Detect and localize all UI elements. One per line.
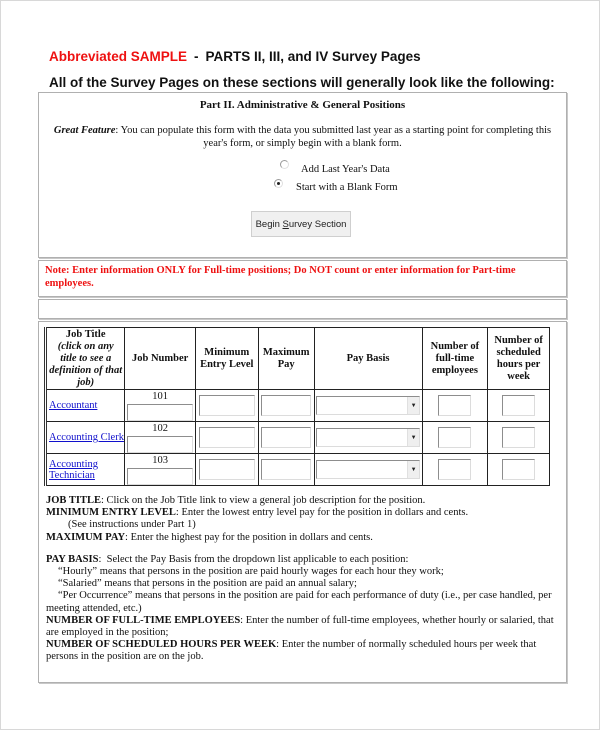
job-title-link[interactable]: Accounting Clerk: [49, 432, 124, 443]
header-num-employees: Number of full-time employees: [422, 328, 488, 390]
survey-panel: [38, 321, 567, 683]
min-entry-cell: [195, 390, 258, 422]
instructions-block: [46, 495, 558, 664]
num-employees-cell: [422, 454, 488, 486]
instruction-text: : Enter the number of normally scheduled hours per week that persons in the position are on the job.: [46, 639, 537, 663]
instruction-label: MAXIMUM PAY: [46, 531, 126, 543]
header-max-pay: Maximum Pay: [258, 328, 314, 390]
job-title-cell: [46, 390, 125, 422]
fulltime-note: Note: Enter information ONLY for Full-time positions; Do NOT count or enter information for Part-time employees.: [45, 265, 516, 289]
sample-label: Abbreviated SAMPLE: [49, 49, 188, 64]
job-title-link[interactable]: Accounting Technician: [49, 458, 98, 481]
header-job-title: [46, 328, 125, 390]
num-employees-input[interactable]: [438, 427, 471, 448]
instruction-text: : Click on the Job Title link to view a general job description for the position.: [100, 495, 426, 506]
table-row: [46, 454, 550, 486]
job-number-value: 103: [152, 455, 168, 466]
intro-panel: [38, 92, 567, 258]
hours-cell: [488, 422, 550, 454]
table-row: [46, 422, 550, 454]
job-number-cell: [125, 422, 195, 454]
instruction-hourly: “Hourly” means that persons in the position are paid hourly wages for each hour they work;: [58, 566, 444, 578]
max-pay-input[interactable]: [261, 459, 311, 480]
pay-basis-cell: [314, 422, 422, 454]
instruction-text: : Select the Pay Basis from the dropdown list applicable to each position:: [98, 553, 409, 565]
dropdown-arrow-icon[interactable]: ▼: [407, 397, 419, 414]
hours-input[interactable]: [502, 427, 535, 448]
header-job-title-text: Job Title: [65, 328, 106, 340]
max-pay-cell: [258, 422, 314, 454]
instruction-salaried: “Salaried” means that persons in the position are paid an annual salary;: [58, 578, 357, 590]
part-title: Part II. Administrative & General Positions: [199, 99, 406, 111]
header-job-title-hint: (click on any title to see a definition of that job): [49, 340, 123, 388]
page-title: [49, 49, 421, 64]
button-accel-key: S: [282, 218, 289, 230]
max-pay-input[interactable]: [261, 395, 311, 416]
header-hours: Number of scheduled hours per week: [488, 328, 550, 390]
table-header-row: [46, 328, 550, 390]
pay-basis-cell: [314, 390, 422, 422]
instruction-label: NUMBER OF SCHEDULED HOURS PER WEEK: [46, 639, 277, 651]
spacer-panel: [38, 299, 567, 319]
instruction-min-sub: (See instructions under Part 1): [68, 519, 196, 531]
instruction-per-occurrence: [46, 590, 558, 614]
dropdown-arrow-icon[interactable]: ▼: [407, 429, 419, 446]
header-min-entry: Minimum Entry Level: [195, 328, 258, 390]
instruction-hours: [46, 639, 558, 663]
num-employees-input[interactable]: [438, 459, 471, 480]
feature-description: [49, 124, 556, 150]
feature-text: : You can populate this form with the data you submitted last year as a starting point for completing this year's form, or simply begin with a blank form.: [115, 125, 552, 149]
button-label-pre: Begin: [255, 218, 283, 230]
instruction-job-title: [46, 495, 558, 507]
job-number-cell: [125, 454, 195, 486]
button-label-post: urvey Section: [288, 218, 347, 230]
pay-basis-select[interactable]: [316, 396, 420, 415]
instruction-min-entry: [46, 507, 558, 519]
job-title-cell: [46, 422, 125, 454]
instruction-text: : Enter the highest pay for the position in dollars and cents.: [125, 531, 373, 543]
survey-table: [44, 327, 550, 486]
num-employees-cell: [422, 390, 488, 422]
hours-input[interactable]: [502, 459, 535, 480]
radio-label: Start with a Blank Form: [296, 182, 398, 193]
min-entry-input[interactable]: [199, 459, 255, 480]
radio-add-last-year[interactable]: [280, 164, 390, 175]
instruction-max-pay: [46, 532, 558, 544]
job-number-input[interactable]: [127, 468, 192, 485]
radio-label: Add Last Year's Data: [301, 164, 390, 175]
title-separator: -: [194, 49, 199, 64]
header-job-number: Job Number: [125, 328, 195, 390]
table-row: [46, 390, 550, 422]
radio-blank-form[interactable]: [274, 182, 398, 193]
instruction-pay-basis: [46, 554, 558, 566]
pay-basis-select[interactable]: [316, 460, 420, 479]
min-entry-cell: [195, 454, 258, 486]
instruction-text: : Enter the number of full-time employees, whether hourly or salaried, that are employed in the position;: [46, 614, 554, 639]
job-title-cell: [46, 454, 125, 486]
radio-checked-icon[interactable]: [274, 179, 283, 188]
instruction-label: NUMBER OF FULL-TIME EMPLOYEES: [46, 614, 241, 626]
spacer: [46, 544, 558, 554]
min-entry-input[interactable]: [199, 427, 255, 448]
instruction-text: : Enter the lowest entry level pay for the position in dollars and cents.: [175, 507, 469, 519]
pay-basis-select[interactable]: [316, 428, 420, 447]
num-employees-input[interactable]: [438, 395, 471, 416]
job-number-value: 101: [152, 391, 168, 402]
instruction-label: JOB TITLE: [46, 495, 101, 506]
max-pay-cell: [258, 390, 314, 422]
job-number-input[interactable]: [127, 404, 192, 421]
num-employees-cell: [422, 422, 488, 454]
dropdown-arrow-icon[interactable]: ▼: [407, 461, 419, 478]
instruction-text: “Per Occurrence” means that persons in the position are paid for each performance of duty (i.e., per case handled, per meeting attended, etc.): [46, 590, 552, 614]
radio-unchecked-icon[interactable]: [280, 160, 289, 169]
instruction-num-employees: [46, 615, 558, 639]
max-pay-input[interactable]: [261, 427, 311, 448]
min-entry-input[interactable]: [199, 395, 255, 416]
job-number-value: 102: [152, 423, 168, 434]
min-entry-cell: [195, 422, 258, 454]
pay-basis-cell: [314, 454, 422, 486]
page-subtitle: All of the Survey Pages on these sections will generally look like the following:: [49, 75, 555, 90]
job-number-input[interactable]: [127, 436, 192, 453]
instruction-label: MINIMUM ENTRY LEVEL: [46, 507, 176, 519]
hours-cell: [488, 390, 550, 422]
note-panel: [38, 260, 567, 297]
title-text: PARTS II, III, and IV Survey Pages: [205, 49, 421, 64]
feature-label: Great Feature: [53, 125, 116, 136]
instruction-label: PAY BASIS: [46, 553, 99, 565]
hours-input[interactable]: [502, 395, 535, 416]
job-title-link[interactable]: Accountant: [49, 400, 98, 411]
max-pay-cell: [258, 454, 314, 486]
begin-survey-button[interactable]: [251, 211, 351, 237]
hours-cell: [488, 454, 550, 486]
job-number-cell: [125, 390, 195, 422]
header-pay-basis: Pay Basis: [314, 328, 422, 390]
